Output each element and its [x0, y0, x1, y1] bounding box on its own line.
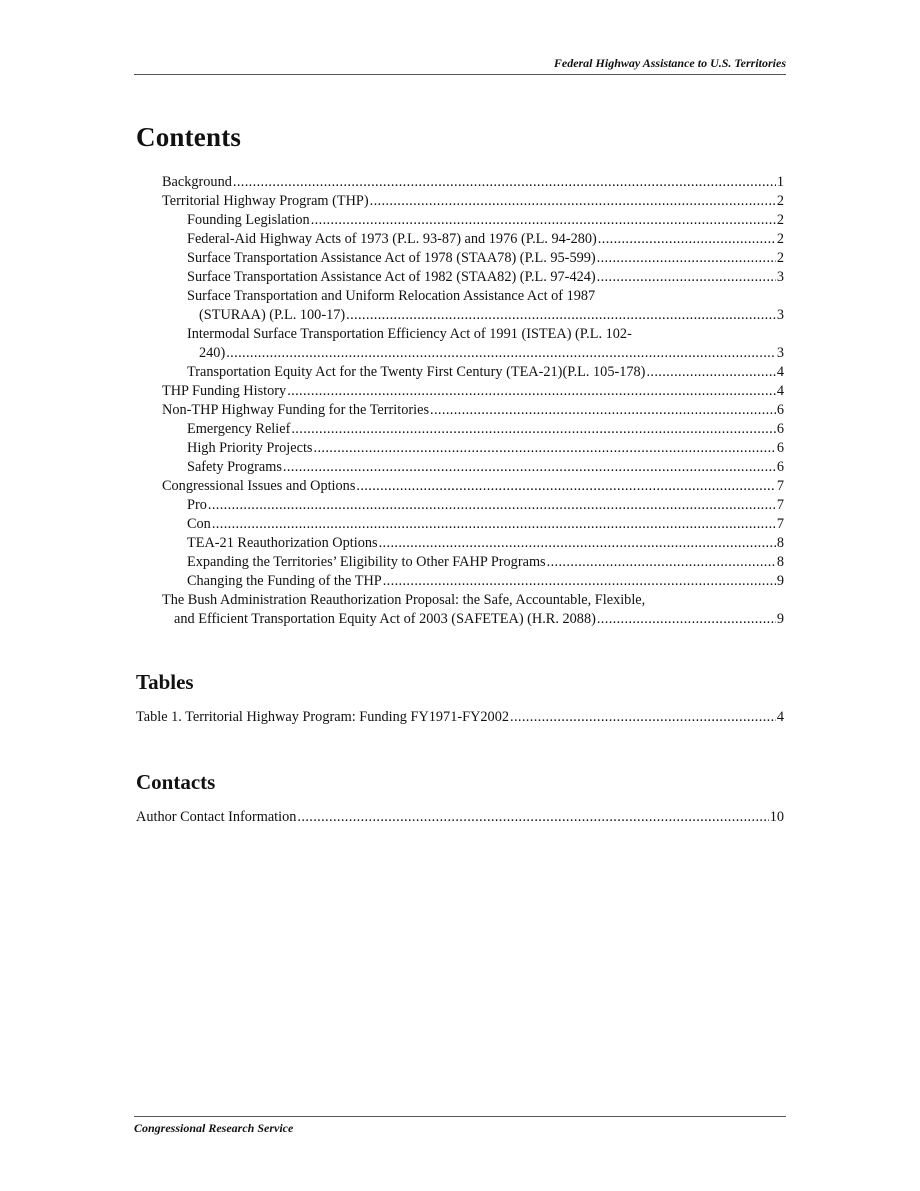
- leader-dots: [208, 496, 776, 515]
- toc-entry-page: 4: [776, 383, 784, 399]
- toc-entry-page: 3: [776, 345, 784, 361]
- running-header: [134, 56, 786, 75]
- toc-entry-page: 6: [776, 440, 784, 456]
- leader-dots: [547, 553, 776, 572]
- toc-entry-page: 7: [776, 516, 784, 532]
- toc-entry-page: 7: [776, 497, 784, 513]
- toc-entry-title: Territorial Highway Program (THP): [162, 193, 369, 209]
- toc-entry-title: Expanding the Territories’ Eligibility to Other FAHP Programs: [187, 554, 546, 570]
- toc-entry-title: Safety Programs: [187, 459, 282, 475]
- toc-entry[interactable]: [162, 192, 784, 211]
- toc-entry-title-line1: Intermodal Surface Transportation Efficiency Act of 1991 (ISTEA) (P.L. 102-: [187, 326, 632, 342]
- leader-dots: [212, 515, 776, 534]
- contacts-heading: Contacts: [136, 770, 216, 794]
- publisher-name: Congressional Research Service: [134, 1121, 294, 1135]
- leader-dots: [597, 249, 776, 268]
- leader-dots: [510, 708, 776, 727]
- leader-dots: [430, 401, 776, 420]
- toc-entry[interactable]: [162, 401, 784, 420]
- toc-entry-page: 2: [776, 193, 784, 209]
- toc-entry-title: TEA-21 Reauthorization Options: [187, 535, 378, 551]
- running-title: Federal Highway Assistance to U.S. Territories: [553, 56, 786, 70]
- toc-entry-page: 2: [776, 250, 784, 266]
- toc-entry[interactable]: [162, 477, 784, 496]
- toc-entry-title: Transportation Equity Act for the Twenty First Century (TEA-21)(P.L. 105-178): [187, 364, 646, 380]
- toc-entry-page: 9: [776, 611, 784, 627]
- leader-dots: [597, 268, 776, 287]
- leader-dots: [356, 477, 775, 496]
- toc-entry-page: 8: [776, 535, 784, 551]
- toc-entry[interactable]: [162, 458, 784, 477]
- leader-dots: [379, 534, 776, 553]
- toc-entry-title: Surface Transportation Assistance Act of 1978 (STAA78) (P.L. 95-599): [187, 250, 596, 266]
- toc-entry-page: 4: [776, 364, 784, 380]
- toc-entry[interactable]: [162, 496, 784, 515]
- toc-entry-page: 3: [776, 307, 784, 323]
- toc-entry-title: Table 1. Territorial Highway Program: Funding FY1971-FY2002: [136, 709, 509, 725]
- toc-entry-page: 3: [776, 269, 784, 285]
- toc-entry-page: 2: [776, 212, 784, 228]
- leader-dots: [597, 610, 776, 629]
- leader-dots: [314, 439, 776, 458]
- leader-dots: [283, 458, 776, 477]
- leader-dots: [226, 344, 776, 363]
- contents-heading: Contents: [136, 122, 242, 152]
- toc-entry-title: High Priority Projects: [187, 440, 313, 456]
- toc-entry[interactable]: [162, 268, 784, 287]
- toc-entry-title: Congressional Issues and Options: [162, 478, 356, 494]
- toc-entry-page: 2: [776, 231, 784, 247]
- leader-dots: [291, 420, 775, 439]
- toc-entry[interactable]: [162, 572, 784, 591]
- toc-entry[interactable]: [136, 808, 784, 827]
- toc-entry-title-line2: (STURAA) (P.L. 100-17): [199, 307, 346, 323]
- toc-entry-title: Author Contact Information: [136, 809, 297, 825]
- toc-entry[interactable]: [136, 708, 784, 727]
- toc-entry-title-line2: 240): [199, 345, 226, 361]
- leader-dots: [233, 173, 776, 192]
- toc-entry[interactable]: [162, 173, 784, 192]
- toc-entry[interactable]: [162, 287, 784, 325]
- toc-entry-page: 4: [776, 709, 784, 725]
- toc-entry[interactable]: [162, 325, 784, 363]
- toc-entry[interactable]: [162, 211, 784, 230]
- toc-entry-page: 6: [776, 459, 784, 475]
- tables-heading: Tables: [136, 670, 194, 694]
- toc-entry[interactable]: [162, 591, 784, 629]
- toc-entry-title: Surface Transportation Assistance Act of 1982 (STAA82) (P.L. 97-424): [187, 269, 596, 285]
- toc-entry[interactable]: [162, 534, 784, 553]
- toc-entry-title: Changing the Funding of the THP: [187, 573, 382, 589]
- toc-entry-title-line2: and Efficient Transportation Equity Act of 2003 (SAFETEA) (H.R. 2088): [174, 611, 596, 627]
- toc-entry[interactable]: [162, 439, 784, 458]
- toc-entry-title: Pro: [187, 497, 207, 513]
- toc-entry[interactable]: [162, 382, 784, 401]
- toc-entry-title: Con: [187, 516, 211, 532]
- toc-entry-page: 10: [769, 809, 784, 825]
- toc-entry-title: Emergency Relief: [187, 421, 291, 437]
- toc-entry-title: Founding Legislation: [187, 212, 310, 228]
- toc-entry-page: 7: [776, 478, 784, 494]
- toc-entry-title: Background: [162, 174, 232, 190]
- toc-entry-title-line1: The Bush Administration Reauthorization Proposal: the Safe, Accountable, Flexible,: [162, 592, 646, 608]
- toc-entry[interactable]: [162, 230, 784, 249]
- toc-entry-title-line1: Surface Transportation and Uniform Relocation Assistance Act of 1987: [187, 288, 596, 304]
- toc-entry-page: 1: [776, 174, 784, 190]
- toc-entry[interactable]: [162, 420, 784, 439]
- tables-list: [136, 708, 784, 727]
- toc-entry-title: Non-THP Highway Funding for the Territories: [162, 402, 430, 418]
- leader-dots: [370, 192, 776, 211]
- leader-dots: [311, 211, 776, 230]
- contacts-list: [136, 808, 784, 827]
- leader-dots: [383, 572, 776, 591]
- toc-entry[interactable]: [162, 553, 784, 572]
- toc-entry-page: 8: [776, 554, 784, 570]
- leader-dots: [287, 382, 776, 401]
- table-of-contents: [162, 173, 784, 629]
- toc-entry[interactable]: [162, 363, 784, 382]
- leader-dots: [646, 363, 775, 382]
- toc-entry-title: Federal-Aid Highway Acts of 1973 (P.L. 93-87) and 1976 (P.L. 94-280): [187, 231, 597, 247]
- toc-entry-page: 6: [776, 421, 784, 437]
- toc-entry-page: 9: [776, 573, 784, 589]
- toc-entry[interactable]: [162, 515, 784, 534]
- toc-entry-title: THP Funding History: [162, 383, 287, 399]
- leader-dots: [297, 808, 768, 827]
- leader-dots: [598, 230, 776, 249]
- leader-dots: [346, 306, 776, 325]
- page-footer: [134, 1116, 786, 1136]
- toc-entry-page: 6: [776, 402, 784, 418]
- toc-entry[interactable]: [162, 249, 784, 268]
